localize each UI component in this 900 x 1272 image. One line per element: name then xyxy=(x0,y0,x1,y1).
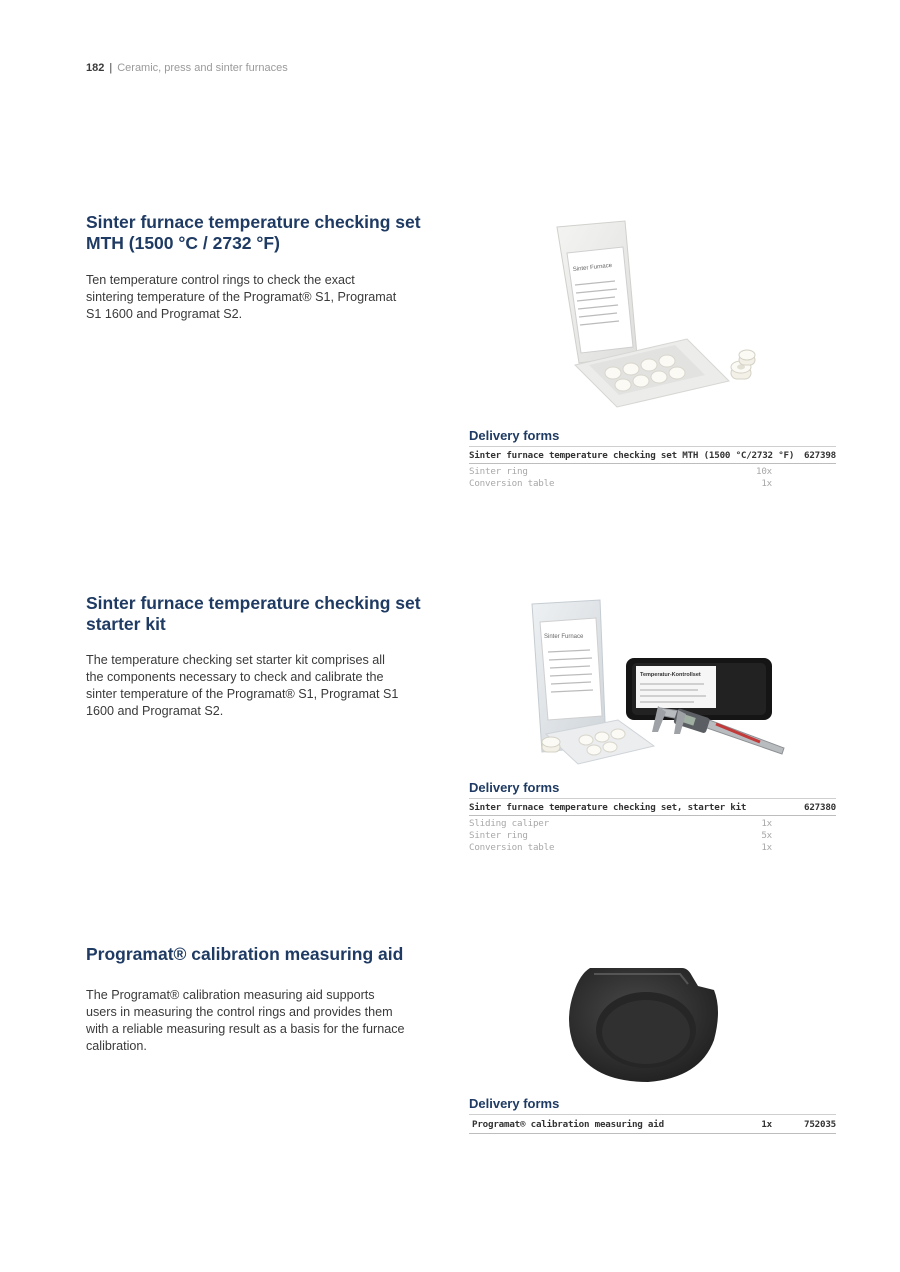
description-line: with a reliable measuring result as a basis for the furnace xyxy=(86,1022,405,1036)
component-name: Conversion table xyxy=(469,842,555,853)
component-name: Sliding caliper xyxy=(469,818,549,829)
component-qty: 1x xyxy=(761,478,772,489)
delivery-item-qty: 1x xyxy=(761,1119,772,1130)
component-qty: 10x xyxy=(756,466,772,477)
page-header xyxy=(86,62,288,74)
delivery-item-row xyxy=(469,447,836,464)
description-line: calibration. xyxy=(86,1039,147,1053)
component-row xyxy=(469,830,836,842)
description-line: S1 1600 and Programat S2. xyxy=(86,307,243,321)
delivery-item-code: 627380 xyxy=(804,802,836,813)
component-list xyxy=(469,816,836,854)
product-title-starter-kit xyxy=(86,593,466,635)
delivery-heading: Delivery forms xyxy=(469,1096,836,1115)
component-name: Sinter ring xyxy=(469,466,528,477)
title-line: Sinter furnace temperature checking set xyxy=(86,593,421,613)
mth-set-photo xyxy=(545,215,765,415)
delivery-forms-mth xyxy=(469,428,836,490)
delivery-forms-calibration-aid xyxy=(469,1096,836,1134)
component-name: Sinter ring xyxy=(469,830,528,841)
component-qty: 1x xyxy=(761,842,772,853)
description-line: users in measuring the control rings and provides them xyxy=(86,1005,393,1019)
box-label: Sinter Furnace xyxy=(572,262,613,273)
component-row xyxy=(469,818,836,830)
delivery-item-code: 627398 xyxy=(804,450,836,461)
delivery-item-row xyxy=(469,1115,836,1134)
product-description-mth xyxy=(86,272,456,323)
description-line: Ten temperature control rings to check the exact xyxy=(86,273,355,287)
delivery-forms-starter-kit xyxy=(469,780,836,854)
component-name: Conversion table xyxy=(469,478,555,489)
delivery-item-code: 752035 xyxy=(804,1119,836,1130)
description-line: sintering temperature of the Programat® S1, Programat xyxy=(86,290,397,304)
product-title-calibration-aid xyxy=(86,944,466,965)
section-title: Ceramic, press and sinter furnaces xyxy=(117,62,288,74)
header-separator: | xyxy=(109,62,113,74)
description-line: sinter temperature of the Programat® S1, Programat S1 xyxy=(86,687,399,701)
delivery-heading: Delivery forms xyxy=(469,428,836,447)
title-line: MTH (1500 °C / 2732 °F) xyxy=(86,233,280,253)
delivery-item-row xyxy=(469,799,836,816)
case-label: Temperatur-Kontrollset xyxy=(640,672,701,678)
delivery-heading: Delivery forms xyxy=(469,780,836,799)
starter-kit-photo xyxy=(528,596,796,768)
description-line: The temperature checking set starter kit comprises all xyxy=(86,653,385,667)
component-qty: 1x xyxy=(761,818,772,829)
delivery-item-name: Sinter furnace temperature checking set MTH (1500 °C/2732 °F) xyxy=(469,450,795,461)
description-line: 1600 and Programat S2. xyxy=(86,704,224,718)
component-row xyxy=(469,466,836,478)
calibration-aid-photo xyxy=(564,950,724,1086)
delivery-item-name: Sinter furnace temperature checking set, starter kit xyxy=(469,802,747,813)
description-line: the components necessary to check and calibrate the xyxy=(86,670,384,684)
description-line: The Programat® calibration measuring aid supports xyxy=(86,988,375,1002)
component-row xyxy=(469,478,836,490)
page-number: 182 xyxy=(86,62,105,74)
title-line: Programat® calibration measuring aid xyxy=(86,944,404,964)
kit-box-label: Sinter Furnace xyxy=(544,634,584,640)
component-list xyxy=(469,464,836,490)
title-line: starter kit xyxy=(86,614,166,634)
component-row xyxy=(469,842,836,854)
product-title-mth xyxy=(86,212,466,254)
delivery-item-name: Programat® calibration measuring aid xyxy=(472,1119,664,1130)
product-description-starter-kit xyxy=(86,652,456,720)
title-line: Sinter furnace temperature checking set xyxy=(86,212,421,232)
component-qty: 5x xyxy=(761,830,772,841)
product-description-calibration-aid xyxy=(86,987,456,1055)
